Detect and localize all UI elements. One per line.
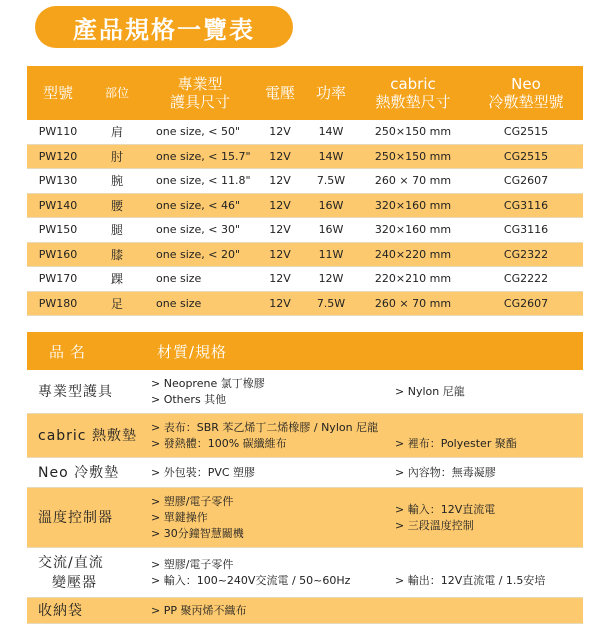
material-table — [27, 332, 583, 624]
list-item — [27, 548, 583, 598]
cell-pad: 320×160 mm — [374, 223, 452, 237]
material-name-line: 變壓器 — [52, 574, 97, 591]
cell-part: 足 — [110, 296, 123, 311]
material-spec-line: > 單鍵操作 — [151, 510, 208, 524]
table-row — [27, 243, 583, 268]
cell-volt: 12V — [269, 174, 291, 188]
material-name-line: 交流/直流 — [38, 554, 104, 571]
material-spec-line — [395, 420, 583, 436]
header-part: 部位 — [104, 86, 129, 100]
cell-part: 腕 — [110, 174, 123, 189]
cell-volt: 12V — [269, 149, 291, 163]
table-row — [27, 292, 583, 317]
header-pad-line1: cabric — [390, 75, 436, 93]
list-item — [27, 370, 583, 414]
cell-watt: 7.5W — [316, 296, 346, 310]
material-spec-line: > 30分鐘智慧關機 — [151, 526, 244, 540]
material-name: 收納袋 — [38, 602, 83, 619]
cell-part: 肩 — [110, 125, 123, 140]
cell-volt: 12V — [269, 296, 291, 310]
cell-part: 踝 — [110, 272, 123, 287]
cell-model: PW150 — [38, 223, 78, 237]
material-right-column — [395, 384, 583, 400]
cell-volt: 12V — [269, 198, 291, 212]
cell-neo: CG3116 — [503, 223, 549, 237]
header-material: 材質/規格 — [157, 342, 228, 361]
material-spec-line: > 內容物：無毒凝膠 — [395, 465, 496, 479]
list-item — [27, 414, 583, 458]
material-left-column — [151, 557, 395, 589]
cell-pad: 250×150 mm — [374, 125, 452, 139]
header-model: 型號 — [42, 84, 73, 102]
material-spec-line: > 裡布：Polyester 聚酯 — [395, 436, 517, 450]
material-right-column — [395, 557, 583, 589]
material-name: 溫度控制器 — [38, 509, 113, 526]
cell-model: PW170 — [38, 272, 78, 286]
material-spec-line: > 外包裝：PVC 塑膠 — [151, 465, 256, 479]
header-neo-line2: 冷敷墊型號 — [488, 93, 564, 111]
cell-pad: 240×220 mm — [374, 247, 452, 261]
material-left-column — [151, 603, 395, 619]
material-right-column — [395, 502, 583, 534]
material-spec-line: > 塑膠/電子零件 — [151, 494, 234, 508]
material-left-column — [151, 376, 395, 408]
material-spec-line: > Others 其他 — [151, 392, 227, 406]
cell-model: PW110 — [38, 125, 78, 139]
cell-size: one size — [156, 296, 202, 310]
cell-size: one size, < 20" — [156, 247, 241, 261]
cell-neo: CG3116 — [503, 198, 549, 212]
header-watt: 功率 — [315, 84, 346, 102]
header-size — [145, 75, 255, 111]
material-spec-line: > 輸入：12V直流電 — [395, 502, 496, 516]
cell-size: one size — [156, 272, 202, 286]
material-name: 專業型護具 — [38, 383, 113, 400]
cell-size: one size, < 30" — [156, 223, 241, 237]
material-spec-line: > 表布：SBR 苯乙烯丁二烯橡膠 / Nylon 尼龍 — [151, 420, 379, 434]
header-size-line1: 專業型 — [177, 75, 223, 93]
table-row — [27, 169, 583, 194]
material-name: cabric 熱敷墊 — [38, 427, 137, 444]
cell-model: PW120 — [38, 149, 78, 163]
header-name: 品名 — [49, 342, 92, 361]
table-row — [27, 120, 583, 145]
material-right-column — [395, 420, 583, 452]
material-spec-line: > 塑膠/電子零件 — [151, 557, 234, 571]
cell-watt: 16W — [318, 223, 344, 237]
header-pad-line2: 熱敷墊尺寸 — [375, 93, 451, 111]
cell-watt: 14W — [318, 149, 344, 163]
list-item — [27, 488, 583, 548]
material-spec-line: > 輸入：100~240V交流電 / 50~60Hz — [151, 573, 351, 587]
cell-neo: CG2607 — [503, 296, 549, 310]
material-left-column — [151, 465, 395, 481]
cell-watt: 14W — [318, 125, 344, 139]
cell-watt: 11W — [318, 247, 344, 261]
material-spec-line: > PP 聚丙烯不織布 — [151, 603, 247, 617]
spec-table-header — [27, 66, 583, 120]
material-right-column — [395, 465, 583, 481]
cell-neo: CG2222 — [503, 272, 549, 286]
cell-watt: 16W — [318, 198, 344, 212]
list-item — [27, 598, 583, 624]
list-item — [27, 458, 583, 488]
cell-model: PW130 — [38, 174, 78, 188]
material-name: Neo 冷敷墊 — [38, 464, 120, 481]
cell-pad: 260 × 70 mm — [374, 174, 452, 188]
cell-model: PW140 — [38, 198, 78, 212]
cell-neo: CG2515 — [503, 149, 549, 163]
cell-size: one size, < 11.8" — [156, 174, 251, 188]
material-spec-line: > 發熱體：100% 碳纖維布 — [151, 436, 287, 450]
cell-size: one size, < 15.7" — [156, 149, 251, 163]
spec-table — [27, 66, 583, 316]
cell-pad: 320×160 mm — [374, 198, 452, 212]
material-spec-line: > Neoprene 氯丁橡膠 — [151, 376, 265, 390]
cell-watt: 12W — [318, 272, 344, 286]
table-row — [27, 267, 583, 292]
header-neo-line1: Neo — [511, 75, 541, 93]
page-title: 產品規格一覽表 — [35, 6, 293, 48]
table-row — [27, 145, 583, 170]
material-spec-line: > Nylon 尼龍 — [395, 384, 465, 398]
cell-pad: 260 × 70 mm — [374, 296, 452, 310]
table-row — [27, 218, 583, 243]
cell-volt: 12V — [269, 125, 291, 139]
material-spec-line: > 三段溫度控制 — [395, 518, 474, 532]
cell-neo: CG2515 — [503, 125, 549, 139]
cell-volt: 12V — [269, 272, 291, 286]
cell-volt: 12V — [269, 223, 291, 237]
cell-watt: 7.5W — [316, 174, 346, 188]
cell-part: 膝 — [110, 247, 123, 262]
cell-pad: 250×150 mm — [374, 149, 452, 163]
header-volt: 電壓 — [264, 84, 295, 102]
cell-size: one size, < 46" — [156, 198, 241, 212]
material-name — [27, 553, 151, 593]
header-size-line2: 護具尺寸 — [169, 93, 230, 111]
cell-model: PW160 — [38, 247, 78, 261]
header-pad — [357, 75, 469, 111]
cell-part: 肘 — [110, 149, 123, 164]
cell-pad: 220×210 mm — [374, 272, 452, 286]
cell-size: one size, < 50" — [156, 125, 241, 139]
cell-part: 腿 — [110, 223, 123, 238]
material-left-column — [151, 494, 395, 542]
material-table-header — [27, 332, 583, 370]
material-spec-line — [395, 557, 583, 573]
cell-part: 腰 — [110, 198, 123, 213]
cell-volt: 12V — [269, 247, 291, 261]
cell-model: PW180 — [38, 296, 78, 310]
header-neo — [469, 75, 583, 111]
cell-neo: CG2607 — [503, 174, 549, 188]
table-row — [27, 194, 583, 219]
cell-neo: CG2322 — [503, 247, 549, 261]
material-left-column — [151, 420, 395, 452]
material-spec-line: > 輸出：12V直流電 / 1.5安培 — [395, 573, 546, 587]
